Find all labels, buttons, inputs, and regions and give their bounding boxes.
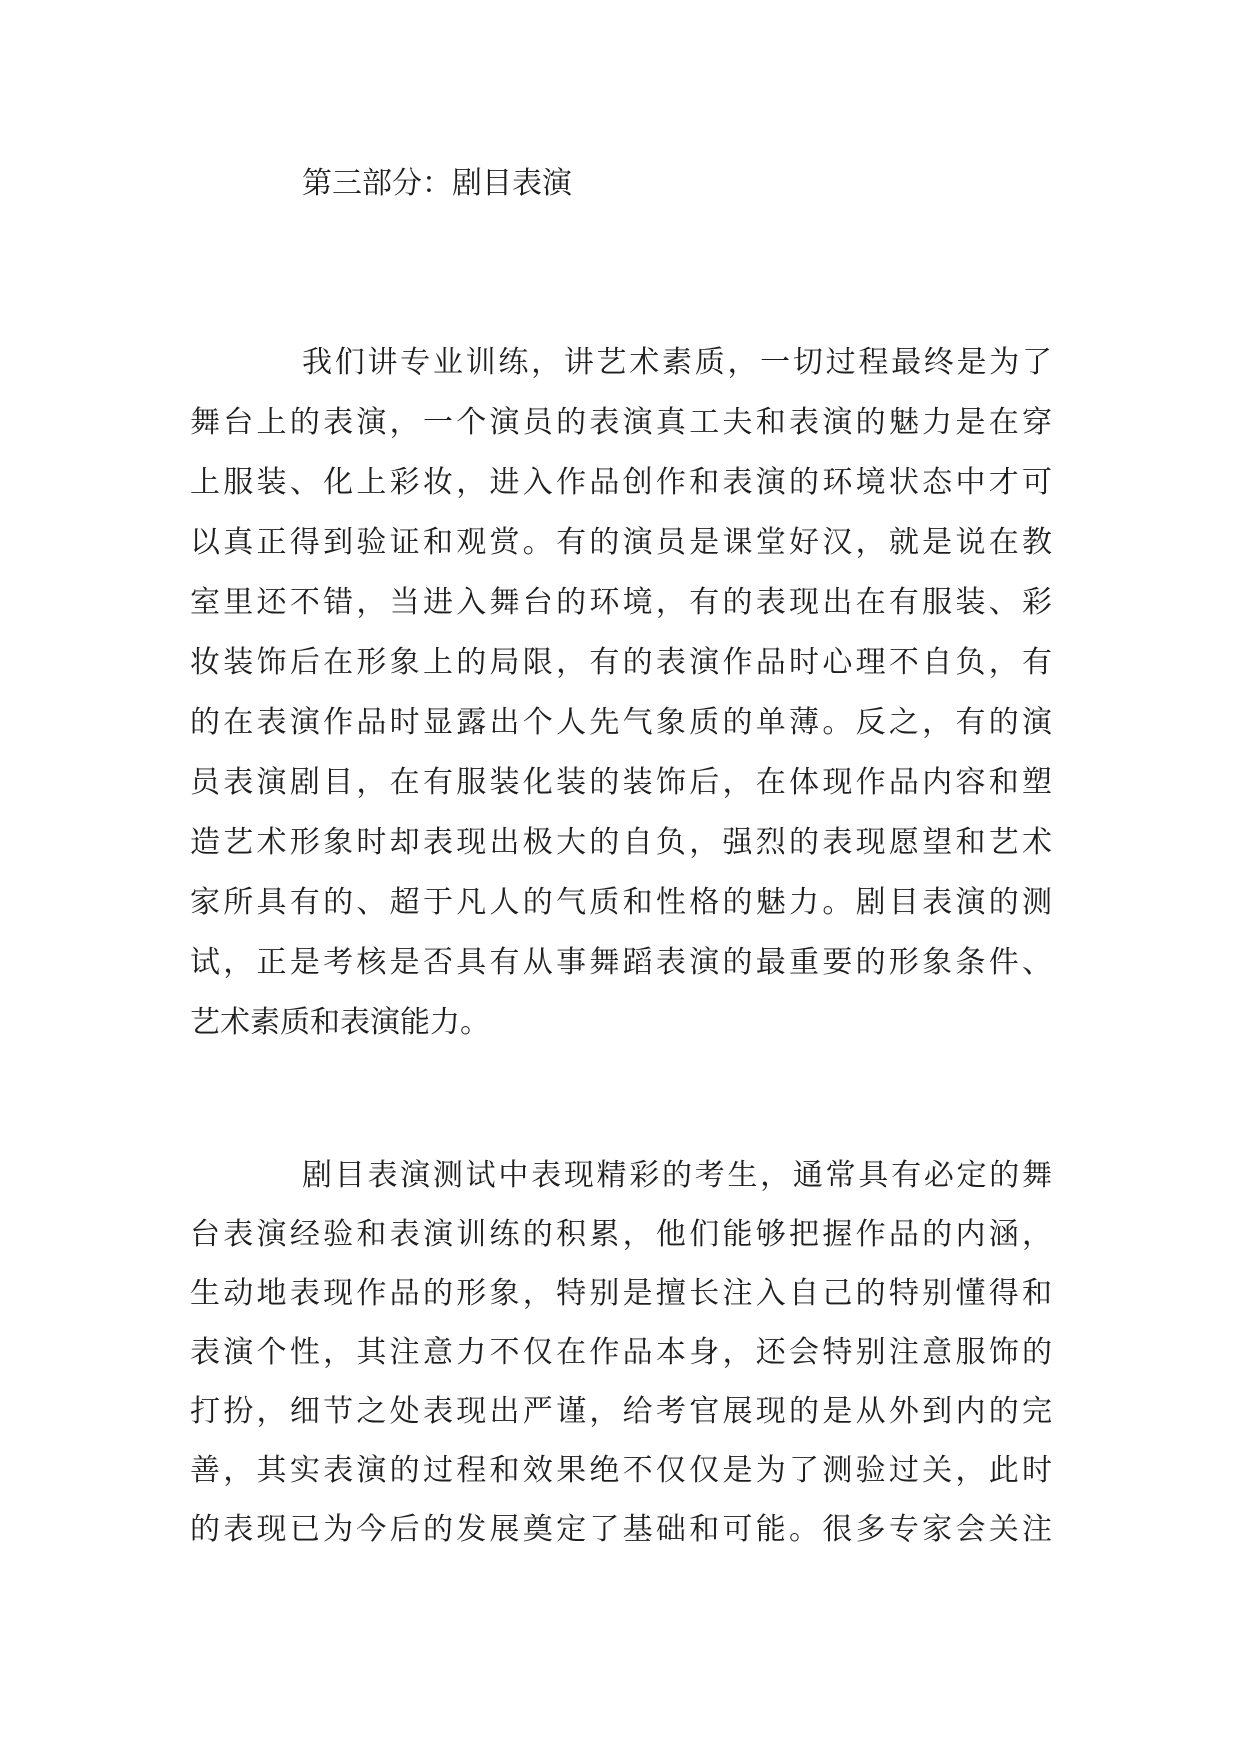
paragraph-line: 员表演剧目，在有服装化装的装饰后，在体现作品内容和塑 <box>190 765 1052 800</box>
paragraph-line: 舞台上的表演，一个演员的表演真工夫和表演的魅力是在穿 <box>190 405 1052 440</box>
paragraph-line: 艺术素质和表演能力。 <box>190 1005 490 1040</box>
section-heading: 第三部分：剧目表演 <box>302 166 572 201</box>
paragraph-line: 台表演经验和表演训练的积累，他们能够把握作品的内涵， <box>190 1217 1052 1252</box>
paragraph-line: 造艺术形象时却表现出极大的自负，强烈的表现愿望和艺术 <box>190 825 1052 860</box>
paragraph-line: 的在表演作品时显露出个人先气象质的单薄。反之，有的演 <box>190 705 1052 740</box>
paragraph-1 <box>190 333 1052 1053</box>
paragraph-line: 室里还不错，当进入舞台的环境，有的表现出在有服装、彩 <box>190 585 1052 620</box>
paragraph-line: 妆装饰后在形象上的局限，有的表演作品时心理不自负，有 <box>190 645 1052 680</box>
paragraph-line: 善，其实表演的过程和效果绝不仅仅是为了测验过关，此时 <box>190 1453 1052 1488</box>
paragraph-line: 的表现已为今后的发展奠定了基础和可能。很多专家会关注 <box>190 1512 1052 1547</box>
paragraph-line: 打扮，细节之处表现出严谨，给考官展现的是从外到内的完 <box>190 1394 1052 1429</box>
paragraph-line: 以真正得到验证和观赏。有的演员是课堂好汉，就是说在教 <box>190 525 1052 560</box>
paragraph-line: 表演个性，其注意力不仅在作品本身，还会特别注意服饰的 <box>190 1335 1052 1370</box>
paragraph-line: 剧目表演测试中表现精彩的考生，通常具有必定的舞 <box>302 1158 1052 1193</box>
paragraph-line: 家所具有的、超于凡人的气质和性格的魅力。剧目表演的测 <box>190 885 1052 920</box>
paragraph-2 <box>190 1146 1052 1559</box>
paragraph-line: 试，正是考核是否具有从事舞蹈表演的最重要的形象条件、 <box>190 945 1052 980</box>
paragraph-line: 我们讲专业训练，讲艺术素质，一切过程最终是为了 <box>302 345 1052 380</box>
paragraph-line: 上服装、化上彩妆，进入作品创作和表演的环境状态中才可 <box>190 465 1052 500</box>
paragraph-line: 生动地表现作品的形象，特别是擅长注入自己的特别懂得和 <box>190 1276 1052 1311</box>
